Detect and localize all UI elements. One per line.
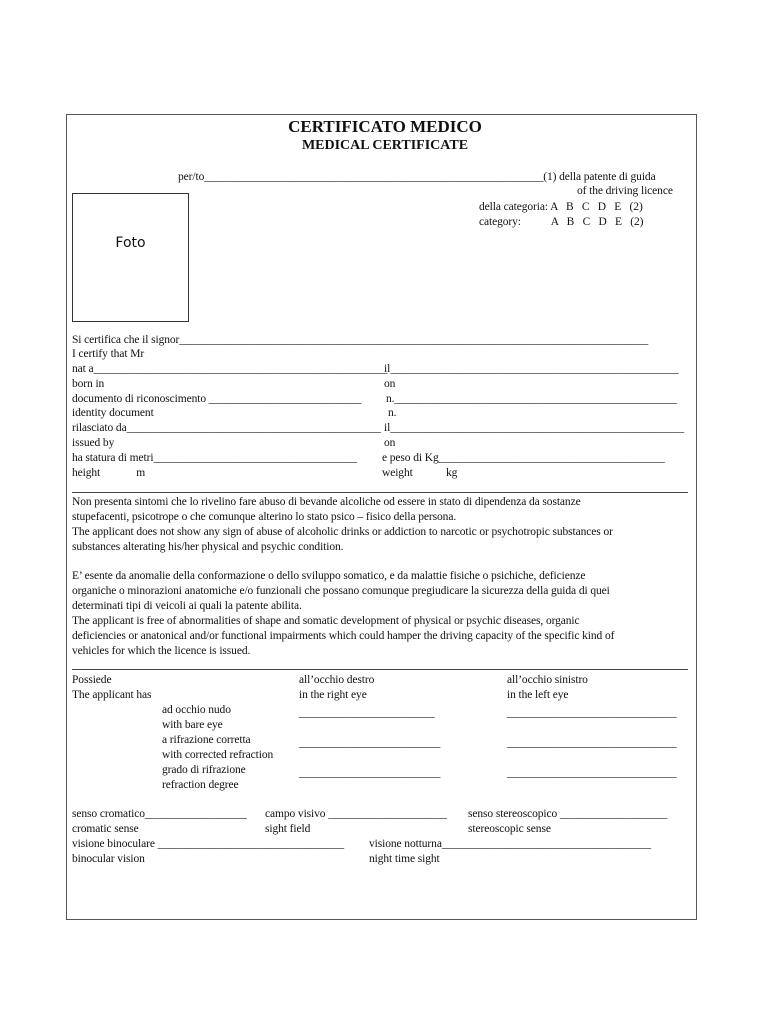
document-number-field[interactable]: n.__________________________________________________ — [386, 393, 677, 405]
degree-label-en: refraction degree — [162, 779, 239, 791]
divider — [72, 492, 688, 493]
declaration-text: vehicles for which the licence is issued. — [72, 645, 251, 657]
degree-label: grado di rifrazione — [162, 764, 246, 776]
declaration-text: The applicant does not show any sign of abuse of alcoholic drinks or addiction to narcotic or psychotropic substances or — [72, 526, 613, 538]
left-eye-degree-field[interactable]: ______________________________ — [507, 767, 677, 779]
right-eye-bare-field[interactable]: ________________________ — [299, 707, 435, 719]
licence-number-field[interactable]: per/to____________________________________________________________(1) della patente di guida — [178, 171, 656, 183]
chromatic-sense-label-en: cromatic sense — [72, 823, 139, 835]
left-eye-header-en: in the left eye — [507, 689, 569, 701]
night-sight-field[interactable]: visione notturna_____________________________________ — [369, 838, 651, 850]
title-italian: CERTIFICATO MEDICO — [288, 117, 482, 136]
night-sight-label-en: night time sight — [369, 853, 440, 865]
weight-label-en: weight kg — [382, 467, 458, 479]
left-eye-bare-field[interactable]: ______________________________ — [507, 707, 677, 719]
corrected-label: a rifrazione corretta — [162, 734, 251, 746]
declaration-text: determinati tipi di veicoli ai quali la patente abilita. — [72, 600, 302, 612]
title-english: MEDICAL CERTIFICATE — [301, 138, 469, 153]
possiede-label: Possiede — [72, 674, 112, 686]
document-number-label-en: n. — [388, 407, 397, 419]
declaration-text: Non presenta sintomi che lo rivelino fare abuso di bevande alcoliche od essere in stato di dipendenza da sostanze — [72, 496, 581, 508]
category-selector-en: category: A B C D E (2) — [479, 216, 644, 228]
divider — [72, 669, 688, 670]
issued-on-label-en: on — [384, 437, 396, 449]
left-eye-corrected-field[interactable]: ______________________________ — [507, 737, 677, 749]
birthplace-field[interactable]: nat a____________________________________________________ — [72, 363, 388, 375]
right-eye-degree-field[interactable]: _________________________ — [299, 767, 441, 779]
birthdate-label-en: on — [384, 378, 396, 390]
height-label-en: height m — [72, 467, 146, 479]
has-label-en: The applicant has — [72, 689, 152, 701]
declaration-text: substances alterating his/her physical and psychic condition. — [72, 541, 344, 553]
bare-eye-label: ad occhio nudo — [162, 704, 231, 716]
corrected-label-en: with corrected refraction — [162, 749, 274, 761]
stereoscopic-field[interactable]: senso stereoscopico ___________________ — [468, 808, 668, 820]
weight-field[interactable]: e peso di Kg________________________________________ — [382, 452, 665, 464]
issued-by-label-en: issued by — [72, 437, 115, 449]
name-label-en: I certify that Mr — [72, 348, 145, 360]
birthplace-label-en: born in — [72, 378, 105, 390]
stereoscopic-label-en: stereoscopic sense — [468, 823, 551, 835]
chromatic-sense-field[interactable]: senso cromatico__________________ — [72, 808, 247, 820]
licence-label-en: of the driving licence — [577, 185, 673, 197]
name-field[interactable]: Si certifica che il signor___________________________________________________________________________________ — [72, 334, 649, 346]
declaration-text: The applicant is free of abnormalities of shape and somatic development of physical or psychic diseases, organic — [72, 615, 580, 627]
bare-eye-label-en: with bare eye — [162, 719, 223, 731]
right-eye-header: all’occhio destro — [299, 674, 375, 686]
right-eye-corrected-field[interactable]: _________________________ — [299, 737, 441, 749]
height-field[interactable]: ha statura di metri____________________________________ — [72, 452, 357, 464]
sight-field-field[interactable]: campo visivo _____________________ — [265, 808, 447, 820]
sight-field-label-en: sight field — [265, 823, 311, 835]
declaration-text: organiche o minorazioni anatomiche e/o funzionali che possano comunque pregiudicare la sicurezza della guida di quei — [72, 585, 610, 597]
binocular-label-en: binocular vision — [72, 853, 145, 865]
issued-on-field[interactable]: il____________________________________________________ — [384, 422, 684, 434]
document-label-en: identity document — [72, 407, 154, 419]
right-eye-header-en: in the right eye — [299, 689, 367, 701]
category-selector-it[interactable]: della categoria: A B C D E (2) — [479, 201, 643, 213]
photo-box[interactable] — [72, 193, 189, 322]
declaration-text: stupefacenti, psicotrope o che comunque alterino lo stato psico – fisico della persona. — [72, 511, 457, 523]
issued-by-field[interactable]: rilasciato da_____________________________________________ — [72, 422, 381, 434]
left-eye-header: all’occhio sinistro — [507, 674, 588, 686]
document-field[interactable]: documento di riconoscimento ___________________________ — [72, 393, 362, 405]
declaration-text: deficiencies or anatonical and/or functional impairments which could hamper the driving capacity of the specific kind of — [72, 630, 615, 642]
photo-label: Foto — [115, 235, 146, 251]
declaration-text: E’ esente da anomalie della conformazione o dello sviluppo somatico, e da malattie fisiche o psichiche, deficienze — [72, 570, 586, 582]
binocular-field[interactable]: visione binoculare _________________________________ — [72, 838, 345, 850]
birthdate-field[interactable]: il___________________________________________________ — [384, 363, 679, 375]
